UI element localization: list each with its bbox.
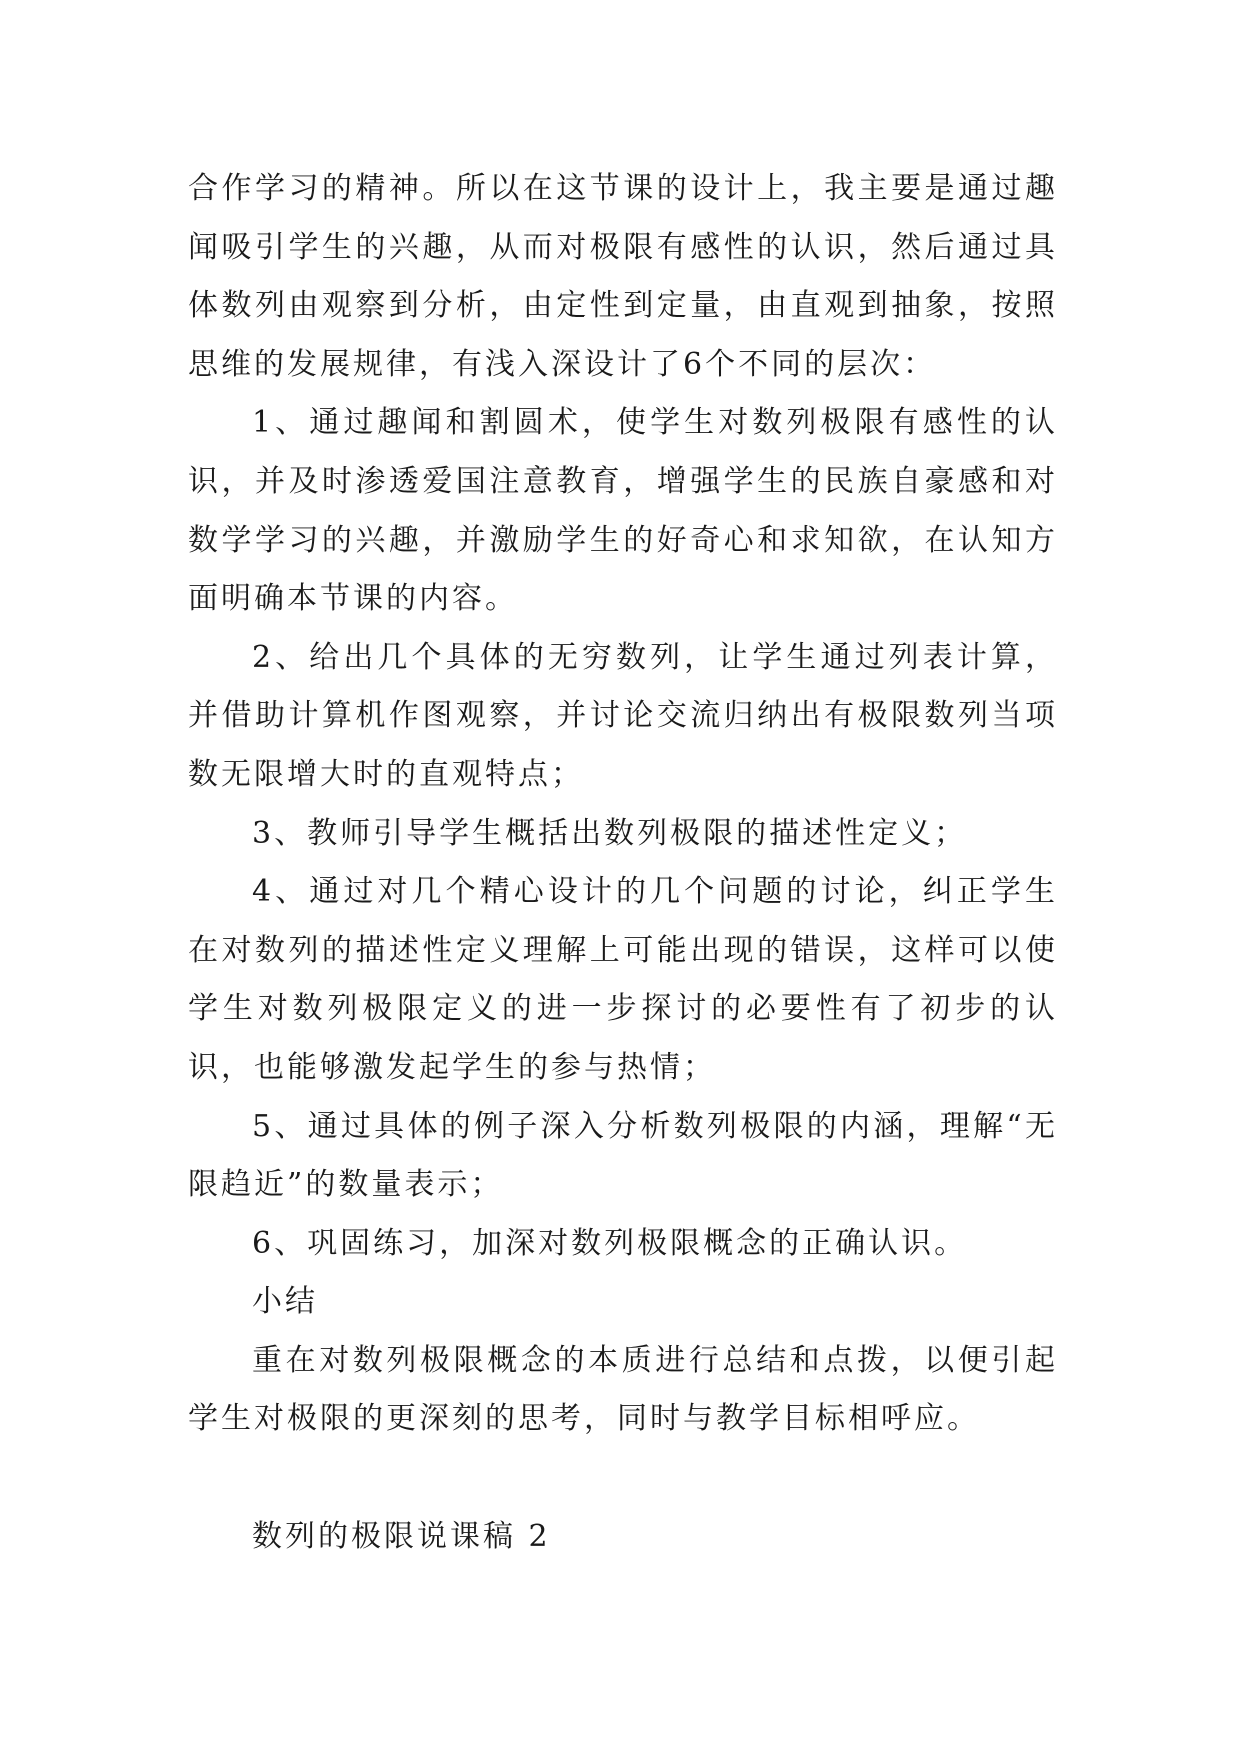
paragraph-intro-continued: 合作学习的精神。所以在这节课的设计上，我主要是通过趣闻吸引学生的兴趣，从而对极限有感性的认识，然后通过具体数列由观察到分析，由定性到定量，由直观到抽象，按照思维的发展规律，有浅入深设计了6个不同的层次： <box>188 171 1058 382</box>
paragraph-level-3: 3、教师引导学生概括出数列极限的描述性定义； <box>252 815 968 851</box>
paragraph-summary-body: 重在对数列极限概念的本质进行总结和点拨，以便引起学生对极限的更深刻的思考，同时与教学目标相呼应。 <box>188 1342 1058 1437</box>
paragraph-level-4: 4、通过对几个精心设计的几个问题的讨论，纠正学生在对数列的描述性定义理解上可能出现的错误，这样可以使学生对数列极限定义的进一步探讨的必要性有了初步的认识，也能够激发起学生的参与热情； <box>188 874 1058 1085</box>
section-heading-summary: 小结 <box>252 1284 318 1320</box>
paragraph-level-2: 2、给出几个具体的无穷数列，让学生通过列表计算，并借助计算机作图观察，并讨论交流归纳出有极限数列当项数无限增大时的直观特点； <box>188 639 1058 792</box>
document-body <box>188 160 1058 1566</box>
blank-line <box>188 1449 1058 1508</box>
paragraph-level-1: 1、通过趣闻和割圆术，使学生对数列极限有感性的认识，并及时渗透爱国注意教育，增强学生的民族自豪感和对数学学习的兴趣，并激励学生的好奇心和求知欲，在认知方面明确本节课的内容。 <box>188 405 1058 617</box>
next-section-title: 数列的极限说课稿 2 <box>252 1518 551 1554</box>
paragraph-level-5: 5、通过具体的例子深入分析数列极限的内涵，理解“无限趋近”的数量表示； <box>188 1108 1058 1203</box>
paragraph-level-6: 6、巩固练习，加深对数列极限概念的正确认识。 <box>252 1225 968 1261</box>
